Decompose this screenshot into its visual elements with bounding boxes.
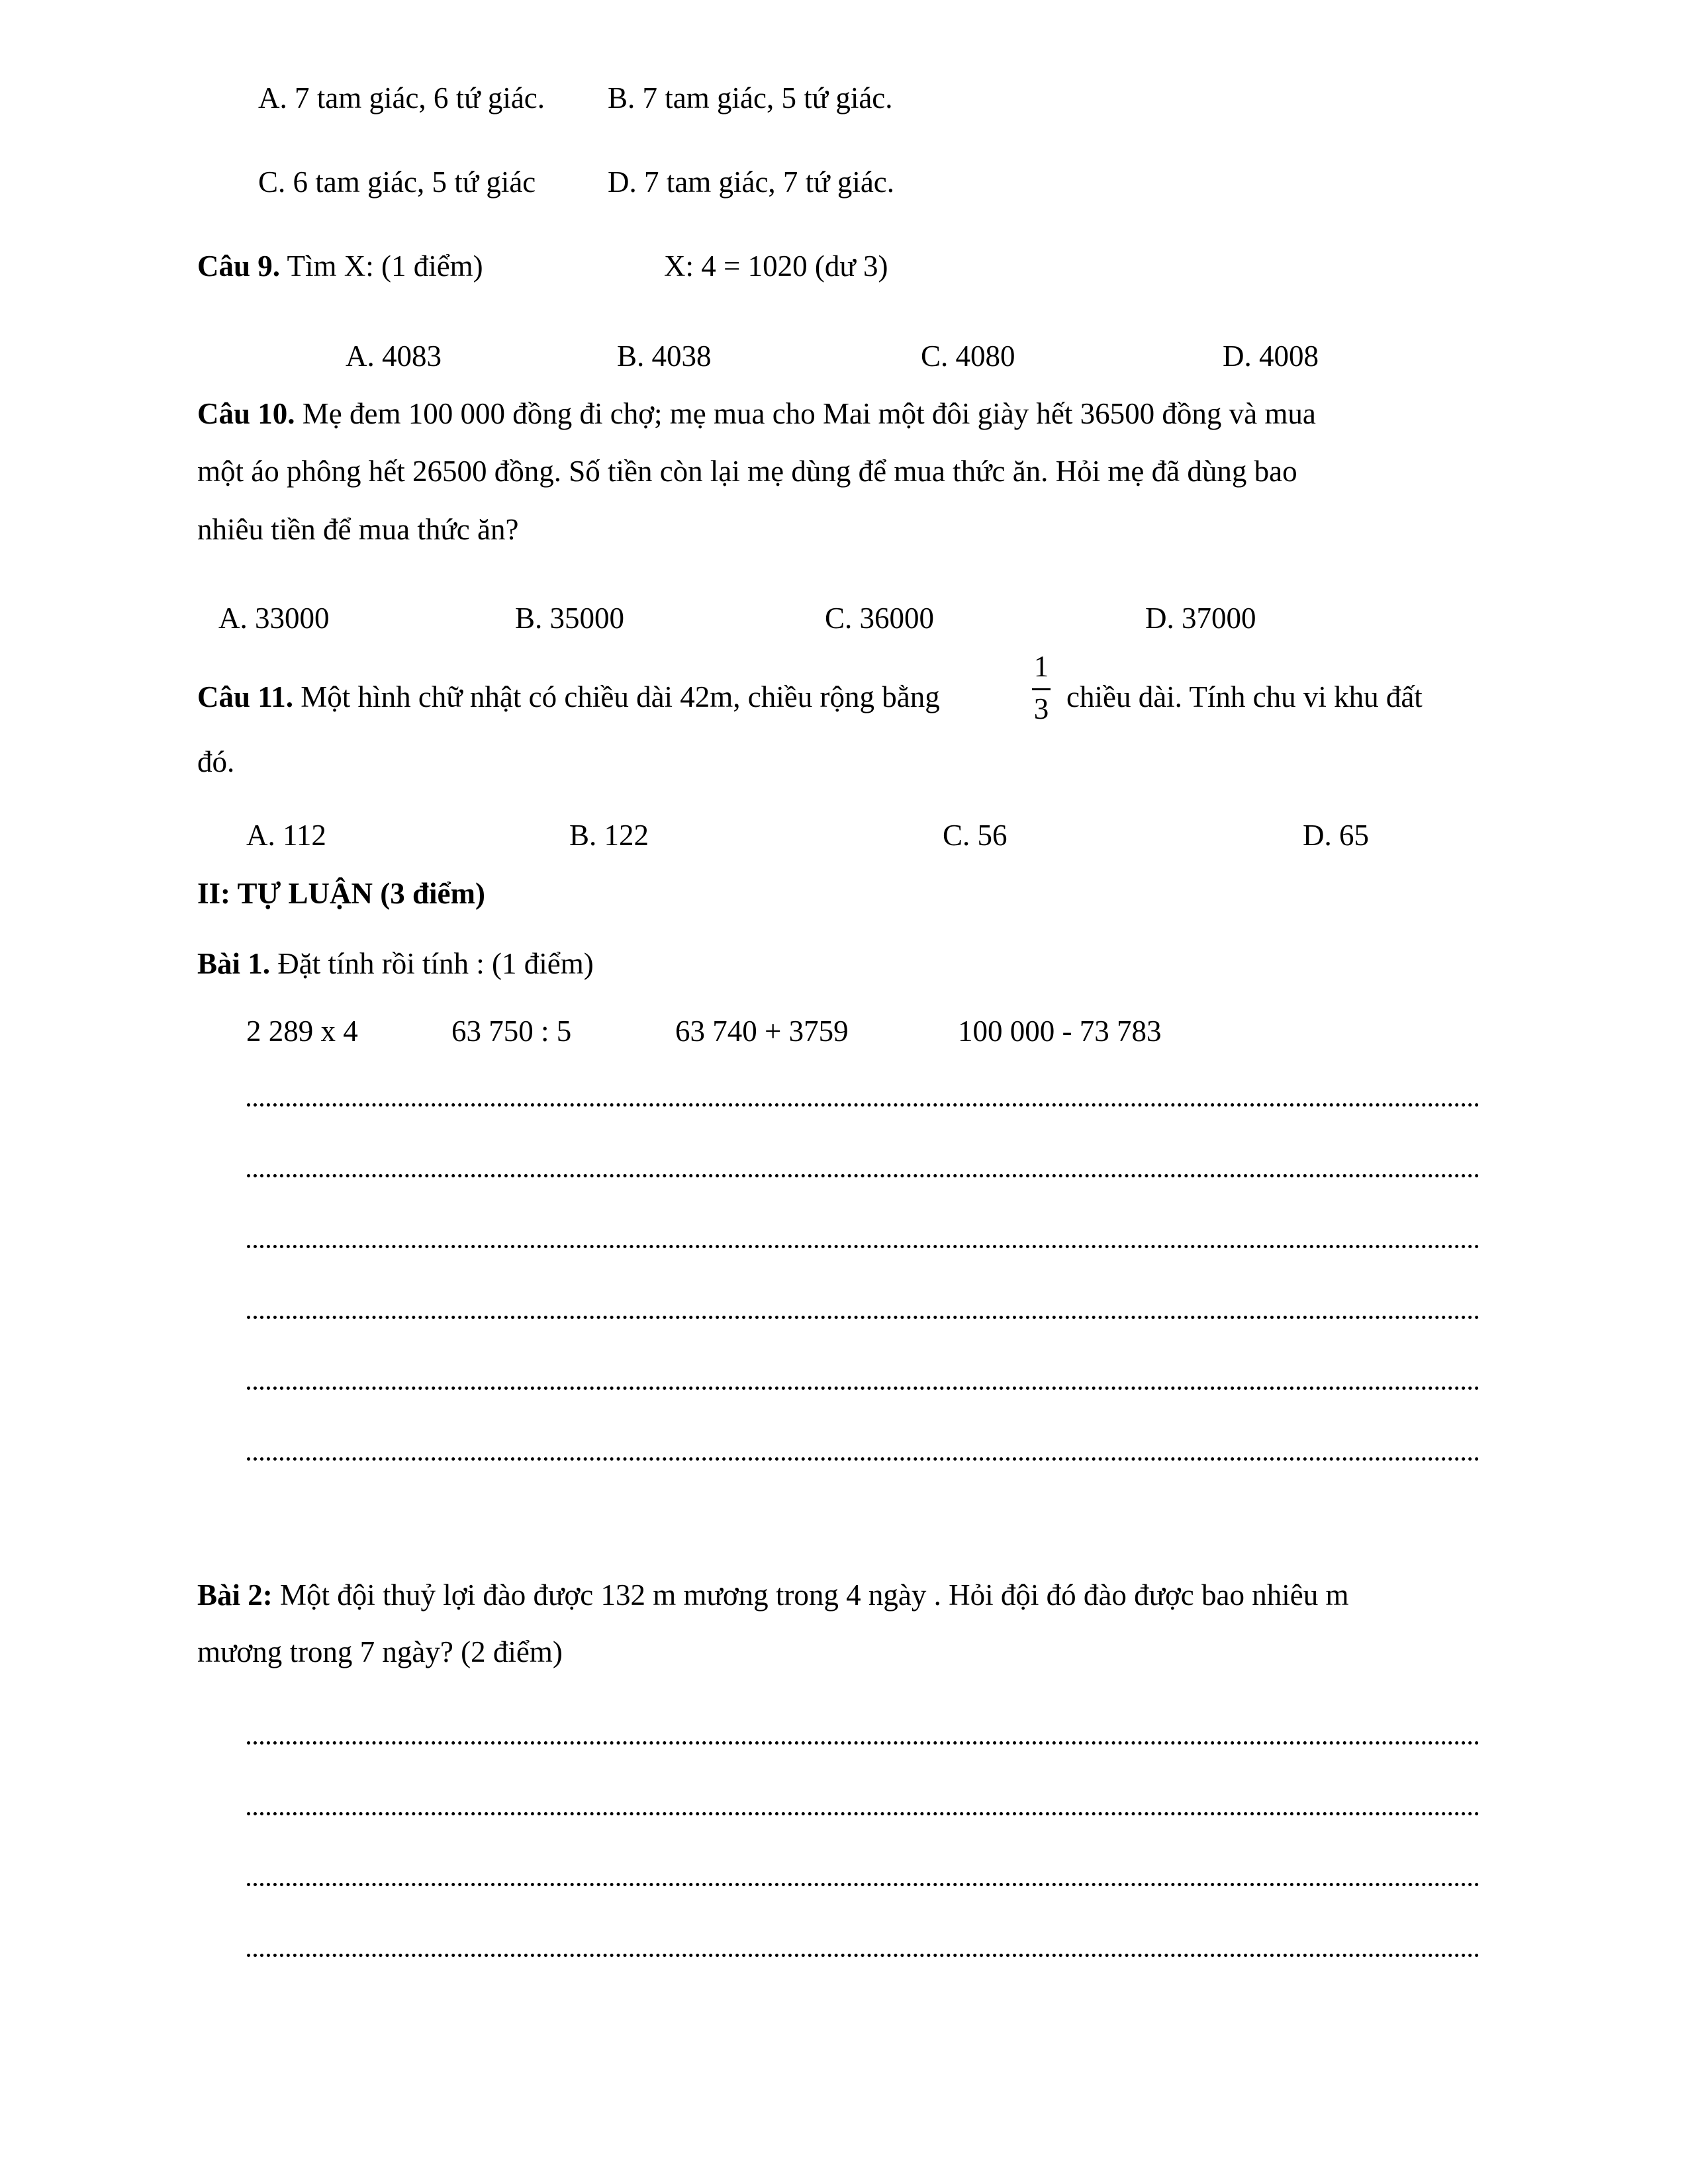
q8-option-d: D. 7 tam giác, 7 tứ giác. — [608, 165, 895, 199]
bai1-problem-4: 100 000 - 73 783 — [958, 1015, 1162, 1048]
bai1-label: Bài 1. — [197, 947, 271, 980]
answer-line[interactable] — [247, 1174, 1479, 1177]
bai1-text: Đặt tính rồi tính : (1 điểm) — [277, 947, 594, 980]
q9-equation: X: 4 = 1020 (dư 3) — [664, 250, 888, 283]
q10-option-d: D. 37000 — [1145, 602, 1256, 635]
answer-line[interactable] — [247, 1103, 1479, 1107]
q9-label: Câu 9. — [197, 250, 281, 283]
q9-text: Tìm X: (1 điểm) — [287, 250, 483, 283]
bai2-text-1: Một đội thuỷ lợi đào được 132 m mương trong 4 ngày . Hỏi đội đó đào được bao nhiêu m — [280, 1578, 1349, 1612]
q11-text-before-fraction: Một hình chữ nhật có chiều dài 42m, chiều rộng bằng — [301, 680, 940, 713]
fraction-denominator: 3 — [1033, 692, 1049, 725]
q9-option-d: D. 4008 — [1223, 340, 1319, 373]
bai1-problem-1: 2 289 x 4 — [246, 1015, 358, 1048]
q10-label: Câu 10. — [197, 397, 295, 430]
answer-line[interactable] — [247, 1954, 1479, 1957]
q10-text-1: Mẹ đem 100 000 đồng đi chợ; mẹ mua cho Mai một đôi giày hết 36500 đồng và mua — [302, 397, 1316, 430]
answer-line[interactable] — [247, 1457, 1479, 1461]
answer-line[interactable] — [247, 1812, 1479, 1815]
q10-option-a: A. 33000 — [218, 602, 330, 635]
q11-label: Câu 11. — [197, 680, 294, 713]
q11-option-d: D. 65 — [1303, 819, 1369, 852]
answer-line[interactable] — [247, 1245, 1479, 1248]
q10-line-1 — [197, 399, 1316, 429]
q11-option-c: C. 56 — [943, 819, 1008, 852]
bai2-line-2: mương trong 7 ngày? (2 điểm) — [197, 1635, 563, 1668]
bai1-heading — [197, 949, 594, 979]
q8-option-c: C. 6 tam giác, 5 tứ giác — [258, 165, 536, 199]
q10-line-3: nhiêu tiền để mua thức ăn? — [197, 513, 519, 546]
fraction-bar — [1032, 688, 1051, 690]
q10-option-b: B. 35000 — [515, 602, 625, 635]
q11-option-a: A. 112 — [246, 819, 326, 852]
q11-option-b: B. 122 — [569, 819, 649, 852]
answer-line[interactable] — [247, 1387, 1479, 1390]
q11-text-after-fraction: chiều dài. Tính chu vi khu đất — [1066, 680, 1423, 713]
q8-option-a: A. 7 tam giác, 6 tứ giác. — [258, 81, 545, 114]
fraction-numerator: 1 — [1033, 650, 1049, 683]
q11-line-2: đó. — [197, 745, 235, 778]
bai2-label: Bài 2: — [197, 1578, 273, 1612]
q9-option-c: C. 4080 — [921, 340, 1015, 373]
q8-option-b: B. 7 tam giác, 5 tứ giác. — [608, 81, 893, 114]
answer-line[interactable] — [247, 1741, 1479, 1745]
q10-option-c: C. 36000 — [825, 602, 935, 635]
section-2-title: II: TỰ LUẬN (3 điểm) — [197, 877, 485, 910]
q11-line-1-left — [197, 682, 940, 712]
q9-option-b: B. 4038 — [617, 340, 712, 373]
bai1-problem-3: 63 740 + 3759 — [675, 1015, 849, 1048]
q10-line-2: một áo phông hết 26500 đồng. Số tiền còn lại mẹ dùng để mua thức ăn. Hỏi mẹ đã dùng bao — [197, 455, 1297, 488]
bai1-problem-2: 63 750 : 5 — [451, 1015, 572, 1048]
q9-option-a: A. 4083 — [346, 340, 442, 373]
answer-line[interactable] — [247, 1316, 1479, 1319]
answer-line[interactable] — [247, 1883, 1479, 1886]
q9-question — [197, 251, 483, 281]
bai2-line-1 — [197, 1580, 1348, 1610]
